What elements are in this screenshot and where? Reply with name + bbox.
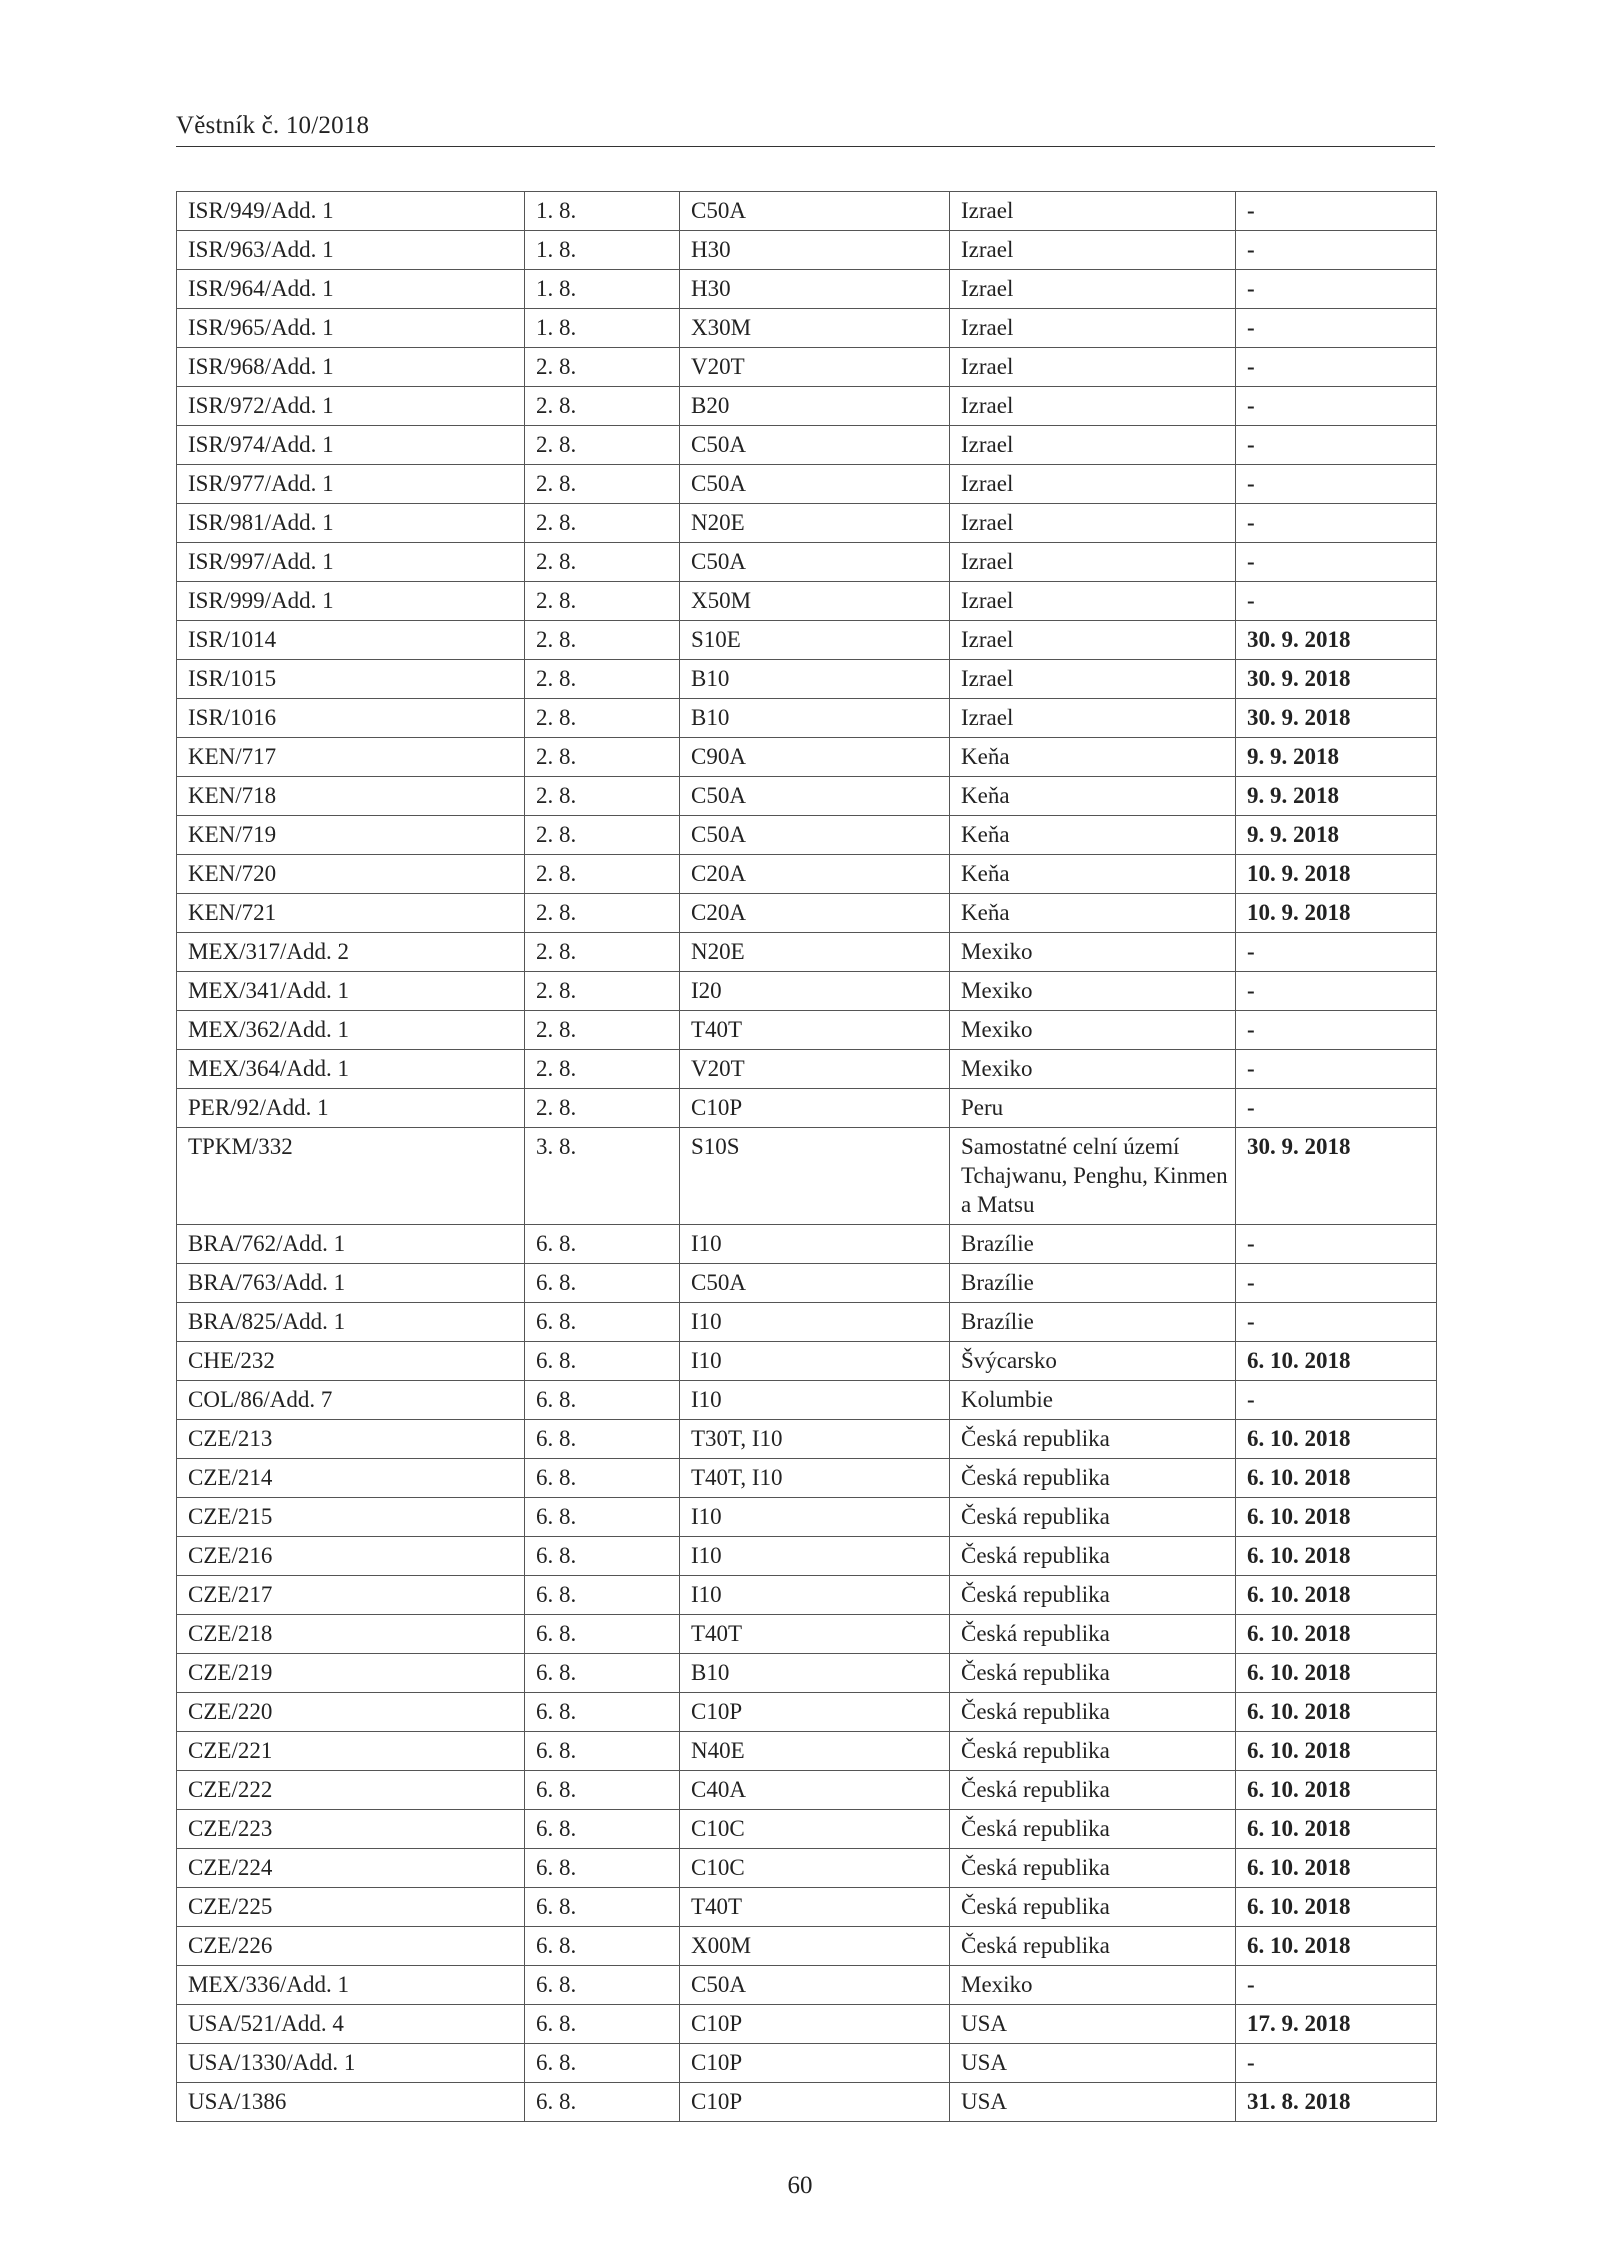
- table-row: [177, 1050, 1437, 1089]
- table-row: [177, 1459, 1437, 1498]
- cell-country: Keňa: [950, 738, 1236, 777]
- cell-notification-date: 6. 8.: [525, 1849, 680, 1888]
- cell-ics-code: C50A: [680, 543, 950, 582]
- cell-notification-date: 6. 8.: [525, 1732, 680, 1771]
- cell-ics-code: C10P: [680, 1089, 950, 1128]
- cell-notification-number: MEX/341/Add. 1: [177, 972, 525, 1011]
- table-row: [177, 543, 1437, 582]
- cell-comment-deadline: -: [1236, 1089, 1437, 1128]
- cell-ics-code: T40T: [680, 1615, 950, 1654]
- cell-country: Brazílie: [950, 1225, 1236, 1264]
- cell-notification-date: 6. 8.: [525, 1303, 680, 1342]
- cell-country: Brazílie: [950, 1264, 1236, 1303]
- cell-ics-code: V20T: [680, 348, 950, 387]
- table-row: [177, 1225, 1437, 1264]
- cell-comment-deadline: 10. 9. 2018: [1236, 894, 1437, 933]
- cell-country: USA: [950, 2083, 1236, 2122]
- cell-comment-deadline: 17. 9. 2018: [1236, 2005, 1437, 2044]
- cell-ics-code: C50A: [680, 426, 950, 465]
- cell-comment-deadline: 30. 9. 2018: [1236, 699, 1437, 738]
- table-row: [177, 1771, 1437, 1810]
- table-row: [177, 1264, 1437, 1303]
- cell-notification-number: MEX/362/Add. 1: [177, 1011, 525, 1050]
- cell-comment-deadline: 6. 10. 2018: [1236, 1849, 1437, 1888]
- cell-ics-code: C50A: [680, 192, 950, 231]
- cell-ics-code: B10: [680, 660, 950, 699]
- cell-ics-code: C50A: [680, 465, 950, 504]
- cell-notification-number: CZE/214: [177, 1459, 525, 1498]
- table-row: [177, 1303, 1437, 1342]
- table-row: [177, 504, 1437, 543]
- cell-country: Izrael: [950, 621, 1236, 660]
- cell-country: Izrael: [950, 231, 1236, 270]
- cell-ics-code: T40T: [680, 1888, 950, 1927]
- cell-country: Mexiko: [950, 972, 1236, 1011]
- table-row: [177, 1420, 1437, 1459]
- cell-notification-date: 6. 8.: [525, 1498, 680, 1537]
- cell-notification-date: 2. 8.: [525, 543, 680, 582]
- cell-country: Česká republika: [950, 1849, 1236, 1888]
- cell-notification-number: CZE/216: [177, 1537, 525, 1576]
- cell-ics-code: C50A: [680, 777, 950, 816]
- cell-ics-code: C20A: [680, 894, 950, 933]
- cell-ics-code: I20: [680, 972, 950, 1011]
- table-row: [177, 1966, 1437, 2005]
- table-row: [177, 777, 1437, 816]
- cell-country: Izrael: [950, 426, 1236, 465]
- cell-notification-date: 6. 8.: [525, 1810, 680, 1849]
- cell-country: Keňa: [950, 777, 1236, 816]
- cell-notification-number: ISR/1015: [177, 660, 525, 699]
- cell-notification-number: USA/521/Add. 4: [177, 2005, 525, 2044]
- table-row: [177, 1693, 1437, 1732]
- cell-ics-code: C10P: [680, 2083, 950, 2122]
- cell-notification-number: ISR/963/Add. 1: [177, 231, 525, 270]
- cell-comment-deadline: 30. 9. 2018: [1236, 621, 1437, 660]
- cell-ics-code: B10: [680, 699, 950, 738]
- cell-country: Mexiko: [950, 1050, 1236, 1089]
- cell-comment-deadline: 6. 10. 2018: [1236, 1693, 1437, 1732]
- cell-notification-date: 6. 8.: [525, 1966, 680, 2005]
- table-row: [177, 894, 1437, 933]
- cell-ics-code: X00M: [680, 1927, 950, 1966]
- cell-country: Izrael: [950, 387, 1236, 426]
- cell-comment-deadline: -: [1236, 348, 1437, 387]
- cell-notification-number: KEN/718: [177, 777, 525, 816]
- table-row: [177, 1128, 1437, 1225]
- cell-notification-date: 2. 8.: [525, 426, 680, 465]
- cell-country: Česká republika: [950, 1771, 1236, 1810]
- cell-notification-number: KEN/720: [177, 855, 525, 894]
- cell-notification-number: CZE/222: [177, 1771, 525, 1810]
- cell-country: Česká republika: [950, 1498, 1236, 1537]
- cell-comment-deadline: 6. 10. 2018: [1236, 1615, 1437, 1654]
- cell-notification-date: 2. 8.: [525, 348, 680, 387]
- cell-comment-deadline: -: [1236, 1050, 1437, 1089]
- cell-ics-code: T30T, I10: [680, 1420, 950, 1459]
- page-number: 60: [787, 2172, 813, 2199]
- cell-ics-code: C10C: [680, 1849, 950, 1888]
- cell-ics-code: I10: [680, 1498, 950, 1537]
- cell-comment-deadline: -: [1236, 426, 1437, 465]
- cell-notification-date: 6. 8.: [525, 1927, 680, 1966]
- cell-comment-deadline: 6. 10. 2018: [1236, 1420, 1437, 1459]
- cell-notification-date: 2. 8.: [525, 1050, 680, 1089]
- cell-notification-number: ISR/981/Add. 1: [177, 504, 525, 543]
- table-row: [177, 1732, 1437, 1771]
- cell-comment-deadline: 30. 9. 2018: [1236, 1128, 1437, 1225]
- cell-comment-deadline: 6. 10. 2018: [1236, 1810, 1437, 1849]
- cell-ics-code: I10: [680, 1225, 950, 1264]
- cell-country: Peru: [950, 1089, 1236, 1128]
- cell-ics-code: N40E: [680, 1732, 950, 1771]
- cell-comment-deadline: 31. 8. 2018: [1236, 2083, 1437, 2122]
- cell-country: Česká republika: [950, 1927, 1236, 1966]
- table-row: [177, 621, 1437, 660]
- cell-ics-code: I10: [680, 1537, 950, 1576]
- table-row: [177, 1011, 1437, 1050]
- cell-notification-number: KEN/717: [177, 738, 525, 777]
- cell-notification-number: ISR/964/Add. 1: [177, 270, 525, 309]
- cell-comment-deadline: 9. 9. 2018: [1236, 777, 1437, 816]
- cell-country: Mexiko: [950, 1011, 1236, 1050]
- table-row: [177, 1810, 1437, 1849]
- cell-comment-deadline: -: [1236, 1303, 1437, 1342]
- cell-notification-date: 6. 8.: [525, 1264, 680, 1303]
- table-row: [177, 387, 1437, 426]
- cell-comment-deadline: 6. 10. 2018: [1236, 1576, 1437, 1615]
- cell-country: Izrael: [950, 465, 1236, 504]
- cell-comment-deadline: 6. 10. 2018: [1236, 1771, 1437, 1810]
- cell-country: Mexiko: [950, 933, 1236, 972]
- cell-comment-deadline: -: [1236, 582, 1437, 621]
- cell-ics-code: B20: [680, 387, 950, 426]
- cell-notification-number: KEN/719: [177, 816, 525, 855]
- cell-notification-date: 6. 8.: [525, 1381, 680, 1420]
- notifications-table: [176, 191, 1437, 2122]
- table-row: [177, 2005, 1437, 2044]
- cell-notification-number: MEX/336/Add. 1: [177, 1966, 525, 2005]
- cell-comment-deadline: -: [1236, 1264, 1437, 1303]
- cell-notification-date: 2. 8.: [525, 582, 680, 621]
- cell-notification-date: 1. 8.: [525, 270, 680, 309]
- cell-ics-code: C40A: [680, 1771, 950, 1810]
- cell-notification-number: ISR/977/Add. 1: [177, 465, 525, 504]
- cell-country: Keňa: [950, 855, 1236, 894]
- cell-ics-code: X50M: [680, 582, 950, 621]
- cell-country: USA: [950, 2044, 1236, 2083]
- cell-comment-deadline: -: [1236, 270, 1437, 309]
- cell-notification-number: USA/1386: [177, 2083, 525, 2122]
- table-row: [177, 582, 1437, 621]
- cell-notification-number: CZE/217: [177, 1576, 525, 1615]
- table-row: [177, 1089, 1437, 1128]
- cell-ics-code: C50A: [680, 1966, 950, 2005]
- cell-notification-date: 6. 8.: [525, 1225, 680, 1264]
- cell-ics-code: X30M: [680, 309, 950, 348]
- table-row: [177, 2044, 1437, 2083]
- cell-country: Česká republika: [950, 1654, 1236, 1693]
- cell-notification-number: CZE/215: [177, 1498, 525, 1537]
- table-row: [177, 1537, 1437, 1576]
- table-row: [177, 1576, 1437, 1615]
- table-row: [177, 465, 1437, 504]
- cell-notification-date: 6. 8.: [525, 2005, 680, 2044]
- cell-notification-date: 2. 8.: [525, 387, 680, 426]
- cell-country: USA: [950, 2005, 1236, 2044]
- cell-notification-number: USA/1330/Add. 1: [177, 2044, 525, 2083]
- table-row: [177, 426, 1437, 465]
- cell-notification-number: BRA/825/Add. 1: [177, 1303, 525, 1342]
- cell-country: Izrael: [950, 660, 1236, 699]
- cell-comment-deadline: -: [1236, 1011, 1437, 1050]
- cell-notification-date: 2. 8.: [525, 972, 680, 1011]
- cell-notification-number: CZE/213: [177, 1420, 525, 1459]
- cell-ics-code: C10C: [680, 1810, 950, 1849]
- cell-country: Švýcarsko: [950, 1342, 1236, 1381]
- cell-country: Česká republika: [950, 1693, 1236, 1732]
- cell-ics-code: S10S: [680, 1128, 950, 1225]
- table-row: [177, 933, 1437, 972]
- cell-notification-date: 2. 8.: [525, 621, 680, 660]
- cell-comment-deadline: 30. 9. 2018: [1236, 660, 1437, 699]
- cell-ics-code: I10: [680, 1342, 950, 1381]
- cell-notification-date: 2. 8.: [525, 504, 680, 543]
- cell-comment-deadline: -: [1236, 1381, 1437, 1420]
- cell-comment-deadline: 6. 10. 2018: [1236, 1654, 1437, 1693]
- cell-notification-date: 1. 8.: [525, 192, 680, 231]
- table-row: [177, 1654, 1437, 1693]
- table-row: [177, 2083, 1437, 2122]
- cell-country: Česká republika: [950, 1420, 1236, 1459]
- cell-country: Česká republika: [950, 1459, 1236, 1498]
- cell-country: Izrael: [950, 504, 1236, 543]
- cell-comment-deadline: 10. 9. 2018: [1236, 855, 1437, 894]
- cell-notification-number: PER/92/Add. 1: [177, 1089, 525, 1128]
- table-row: [177, 699, 1437, 738]
- table-row: [177, 231, 1437, 270]
- cell-notification-number: ISR/974/Add. 1: [177, 426, 525, 465]
- cell-notification-number: ISR/1014: [177, 621, 525, 660]
- cell-comment-deadline: 6. 10. 2018: [1236, 1342, 1437, 1381]
- cell-country: Izrael: [950, 543, 1236, 582]
- cell-comment-deadline: 6. 10. 2018: [1236, 1537, 1437, 1576]
- cell-country: Brazílie: [950, 1303, 1236, 1342]
- cell-ics-code: I10: [680, 1303, 950, 1342]
- cell-notification-date: 1. 8.: [525, 231, 680, 270]
- cell-comment-deadline: -: [1236, 972, 1437, 1011]
- cell-ics-code: I10: [680, 1381, 950, 1420]
- table-row: [177, 738, 1437, 777]
- cell-ics-code: I10: [680, 1576, 950, 1615]
- cell-country: Česká republika: [950, 1615, 1236, 1654]
- cell-notification-date: 2. 8.: [525, 738, 680, 777]
- table-row: [177, 309, 1437, 348]
- cell-notification-number: COL/86/Add. 7: [177, 1381, 525, 1420]
- cell-notification-date: 6. 8.: [525, 1576, 680, 1615]
- cell-comment-deadline: -: [1236, 309, 1437, 348]
- cell-comment-deadline: -: [1236, 387, 1437, 426]
- cell-ics-code: H30: [680, 231, 950, 270]
- cell-ics-code: C90A: [680, 738, 950, 777]
- cell-notification-date: 2. 8.: [525, 933, 680, 972]
- cell-comment-deadline: -: [1236, 1966, 1437, 2005]
- cell-notification-date: 2. 8.: [525, 660, 680, 699]
- cell-notification-date: 3. 8.: [525, 1128, 680, 1225]
- cell-comment-deadline: 9. 9. 2018: [1236, 816, 1437, 855]
- cell-country: Izrael: [950, 270, 1236, 309]
- table-row: [177, 192, 1437, 231]
- cell-comment-deadline: 6. 10. 2018: [1236, 1927, 1437, 1966]
- cell-country: Kolumbie: [950, 1381, 1236, 1420]
- cell-notification-number: BRA/762/Add. 1: [177, 1225, 525, 1264]
- cell-notification-number: CZE/218: [177, 1615, 525, 1654]
- cell-ics-code: T40T, I10: [680, 1459, 950, 1498]
- cell-notification-date: 6. 8.: [525, 1537, 680, 1576]
- cell-notification-date: 6. 8.: [525, 1693, 680, 1732]
- cell-notification-date: 6. 8.: [525, 2044, 680, 2083]
- cell-country: Česká republika: [950, 1810, 1236, 1849]
- cell-notification-number: CHE/232: [177, 1342, 525, 1381]
- cell-notification-date: 2. 8.: [525, 816, 680, 855]
- cell-country: Izrael: [950, 309, 1236, 348]
- cell-country: Mexiko: [950, 1966, 1236, 2005]
- cell-notification-date: 6. 8.: [525, 1420, 680, 1459]
- cell-ics-code: C10P: [680, 2044, 950, 2083]
- cell-notification-date: 2. 8.: [525, 855, 680, 894]
- cell-ics-code: C10P: [680, 1693, 950, 1732]
- cell-notification-date: 2. 8.: [525, 699, 680, 738]
- cell-notification-date: 1. 8.: [525, 309, 680, 348]
- table-row: [177, 1615, 1437, 1654]
- cell-notification-number: ISR/968/Add. 1: [177, 348, 525, 387]
- cell-country: Izrael: [950, 582, 1236, 621]
- cell-country: Keňa: [950, 894, 1236, 933]
- cell-notification-date: 6. 8.: [525, 1615, 680, 1654]
- table-row: [177, 348, 1437, 387]
- cell-ics-code: S10E: [680, 621, 950, 660]
- cell-notification-date: 6. 8.: [525, 1459, 680, 1498]
- cell-comment-deadline: -: [1236, 504, 1437, 543]
- cell-country: Česká republika: [950, 1732, 1236, 1771]
- cell-notification-number: ISR/949/Add. 1: [177, 192, 525, 231]
- cell-notification-date: 6. 8.: [525, 1771, 680, 1810]
- cell-notification-date: 2. 8.: [525, 894, 680, 933]
- cell-comment-deadline: -: [1236, 543, 1437, 582]
- notifications-table-body: [177, 192, 1437, 2122]
- cell-notification-number: CZE/225: [177, 1888, 525, 1927]
- cell-ics-code: V20T: [680, 1050, 950, 1089]
- cell-notification-number: BRA/763/Add. 1: [177, 1264, 525, 1303]
- page-header-title: Věstník č. 10/2018: [176, 112, 370, 139]
- cell-comment-deadline: -: [1236, 933, 1437, 972]
- cell-notification-date: 2. 8.: [525, 1011, 680, 1050]
- table-row: [177, 1498, 1437, 1537]
- cell-comment-deadline: 6. 10. 2018: [1236, 1888, 1437, 1927]
- cell-notification-number: TPKM/332: [177, 1128, 525, 1225]
- cell-ics-code: C50A: [680, 816, 950, 855]
- table-row: [177, 270, 1437, 309]
- table-row: [177, 1342, 1437, 1381]
- cell-comment-deadline: -: [1236, 231, 1437, 270]
- cell-ics-code: H30: [680, 270, 950, 309]
- cell-notification-number: CZE/220: [177, 1693, 525, 1732]
- cell-notification-date: 6. 8.: [525, 2083, 680, 2122]
- cell-notification-date: 6. 8.: [525, 1888, 680, 1927]
- cell-comment-deadline: -: [1236, 465, 1437, 504]
- cell-ics-code: C50A: [680, 1264, 950, 1303]
- table-row: [177, 1927, 1437, 1966]
- cell-notification-number: CZE/223: [177, 1810, 525, 1849]
- cell-country: Samostatné celní území Tchajwanu, Penghu, Kinmen a Matsu: [950, 1128, 1236, 1225]
- cell-ics-code: N20E: [680, 504, 950, 543]
- cell-notification-number: ISR/965/Add. 1: [177, 309, 525, 348]
- cell-notification-number: ISR/999/Add. 1: [177, 582, 525, 621]
- cell-ics-code: N20E: [680, 933, 950, 972]
- cell-ics-code: C20A: [680, 855, 950, 894]
- cell-country: Izrael: [950, 348, 1236, 387]
- cell-comment-deadline: -: [1236, 2044, 1437, 2083]
- cell-notification-date: 6. 8.: [525, 1342, 680, 1381]
- cell-notification-date: 2. 8.: [525, 777, 680, 816]
- cell-comment-deadline: 9. 9. 2018: [1236, 738, 1437, 777]
- cell-notification-number: CZE/224: [177, 1849, 525, 1888]
- cell-country: Keňa: [950, 816, 1236, 855]
- table-row: [177, 1849, 1437, 1888]
- cell-comment-deadline: 6. 10. 2018: [1236, 1732, 1437, 1771]
- cell-comment-deadline: -: [1236, 1225, 1437, 1264]
- cell-notification-date: 2. 8.: [525, 1089, 680, 1128]
- cell-notification-number: CZE/226: [177, 1927, 525, 1966]
- cell-notification-date: 6. 8.: [525, 1654, 680, 1693]
- cell-notification-number: ISR/972/Add. 1: [177, 387, 525, 426]
- table-row: [177, 972, 1437, 1011]
- table-row: [177, 855, 1437, 894]
- cell-country: Česká republika: [950, 1576, 1236, 1615]
- cell-ics-code: T40T: [680, 1011, 950, 1050]
- table-row: [177, 816, 1437, 855]
- table-row: [177, 1888, 1437, 1927]
- cell-notification-date: 2. 8.: [525, 465, 680, 504]
- cell-notification-number: ISR/997/Add. 1: [177, 543, 525, 582]
- table-row: [177, 1381, 1437, 1420]
- cell-ics-code: B10: [680, 1654, 950, 1693]
- table-row: [177, 660, 1437, 699]
- cell-notification-number: CZE/219: [177, 1654, 525, 1693]
- cell-country: Izrael: [950, 699, 1236, 738]
- cell-notification-number: KEN/721: [177, 894, 525, 933]
- cell-comment-deadline: -: [1236, 192, 1437, 231]
- cell-country: Izrael: [950, 192, 1236, 231]
- cell-country: Česká republika: [950, 1537, 1236, 1576]
- cell-comment-deadline: 6. 10. 2018: [1236, 1459, 1437, 1498]
- header-divider: [176, 146, 1435, 147]
- cell-notification-number: ISR/1016: [177, 699, 525, 738]
- cell-comment-deadline: 6. 10. 2018: [1236, 1498, 1437, 1537]
- cell-notification-number: CZE/221: [177, 1732, 525, 1771]
- cell-notification-number: MEX/317/Add. 2: [177, 933, 525, 972]
- cell-country: Česká republika: [950, 1888, 1236, 1927]
- cell-ics-code: C10P: [680, 2005, 950, 2044]
- cell-notification-number: MEX/364/Add. 1: [177, 1050, 525, 1089]
